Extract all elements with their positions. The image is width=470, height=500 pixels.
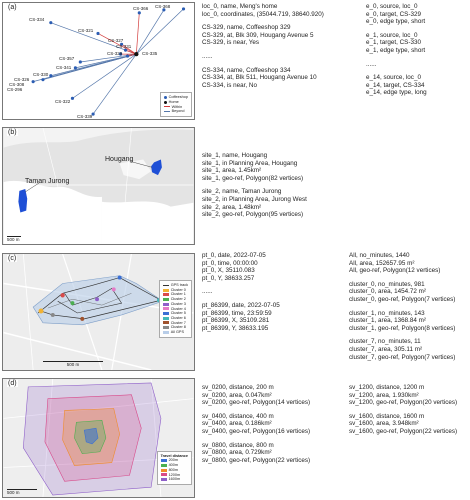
legend-swatch — [161, 459, 167, 462]
text-line: pt_0, date, 2022-07-05 — [202, 252, 266, 259]
scale-bar: 500 m — [7, 489, 37, 496]
text-line: e_1, source, loc_0 — [366, 31, 418, 39]
text-line: e_1, target, CS-330 — [366, 39, 421, 47]
text-line: e_14, target, CS-334 — [366, 81, 425, 89]
text-line: e_1, edge type, short — [366, 46, 426, 54]
text-line: cluster_1, area, 1368.84 m² — [349, 317, 427, 325]
panel-b-map — [2, 127, 195, 245]
text-line: CS-329, is near, Yes — [202, 39, 260, 47]
legend-swatch — [161, 473, 167, 476]
panel-d — [0, 376, 470, 500]
text-line: CS-334, is near, No — [202, 81, 257, 89]
text-line: sv_0800, area, 0.729km² — [202, 449, 272, 457]
panel-a-legend: Coffeeshop Home Within Beyond — [160, 92, 192, 117]
text-line: loc_0, coordinates, (35044.719, 38640.920) — [202, 10, 324, 18]
text-line: cluster_0, geo-ref, Polygon(7 vertices) — [349, 295, 456, 303]
text-line: sv_1200, distance, 1200 m — [349, 384, 425, 391]
point-label: CS-327 — [108, 38, 124, 43]
taman-jurong-label: Taman Jurong — [25, 178, 70, 185]
text-line: sv_1200, area, 1.930km² — [349, 391, 419, 399]
panel-c-label: (c) — [8, 255, 17, 262]
text-line: pt_86399, time, 23:59:59 — [202, 309, 272, 317]
scale-bar: 500 m — [7, 237, 20, 242]
text-line: sv_0800, distance, 800 m — [202, 441, 274, 449]
basemap — [3, 128, 194, 244]
text-line: cluster_1, no_minutes, 143 — [349, 309, 425, 317]
text-line: e_14, edge type, long — [366, 89, 427, 97]
text-line: pt_0, X, 35110.083 — [202, 267, 255, 275]
point-label: CS-330 — [33, 72, 49, 77]
text-line: cluster_0, area, 1454.72 m² — [349, 288, 427, 296]
text-line: e_0, target, CS-329 — [366, 10, 421, 18]
text-line: loc_0, name, Meng's home — [202, 3, 278, 10]
point-label: CS-357 — [59, 56, 75, 61]
text-line: site_1, geo-ref, Polygon(82 vertices) — [202, 174, 304, 182]
text-line: site_2, name, Taman Jurong — [202, 188, 282, 196]
point-label: CS-368 — [155, 4, 171, 9]
panel-a-map — [2, 2, 195, 120]
text-line: CS-334, at, Blk 511, Hougang Avenue 10 — [202, 74, 317, 82]
text-line: site_2, area, 1.48km² — [202, 203, 262, 211]
panel-d-text-right — [349, 384, 457, 436]
point-label: CS-308 — [9, 82, 25, 87]
text-line: All, geo-ref, Polygon(12 vertices) — [349, 267, 441, 275]
text-line: cluster_0, no_minutes, 981 — [349, 280, 425, 288]
scale-bar: 500 m — [43, 361, 103, 368]
panel-b-label: (b) — [8, 129, 17, 136]
point-label: CS-326 — [14, 77, 30, 82]
text-line: cluster_7, area, 305.11 m² — [349, 345, 423, 353]
text-line: site_1, in Planning Area, Hougang — [202, 159, 298, 167]
text-line: CS-329, at, Blk 309, Hougang Avenue 5 — [202, 31, 314, 39]
text-line: site_2, in Planning Area, Jurong West — [202, 195, 307, 203]
text-line: sv_0400, distance, 400 m — [202, 412, 274, 420]
point-label: CS-331 — [116, 44, 132, 49]
text-line: site_1, area, 1.45km² — [202, 167, 262, 175]
panel-c-text-left — [202, 252, 280, 332]
text-line: sv_1600, area, 3.948km² — [349, 420, 419, 428]
legend-swatch — [161, 469, 167, 472]
point-label: CS-334 — [29, 17, 45, 22]
text-line: CS-329, name, Coffeeshop 329 — [202, 24, 291, 32]
panel-c-text-right — [349, 252, 455, 361]
panel-a — [0, 0, 470, 122]
text-line: cluster_1, geo-ref, Polygon(8 vertices) — [349, 324, 456, 332]
text-line: site_2, geo-ref, Polygon(95 vertices) — [202, 211, 304, 219]
text-line: All, no_minutes, 1440 — [349, 252, 410, 259]
legend-swatch — [161, 478, 167, 481]
text-line: ...... — [366, 60, 377, 68]
panel-b-text — [202, 152, 307, 219]
point-label: CS-322 — [55, 99, 71, 104]
text-line: e_0, edge type, short — [366, 18, 426, 26]
text-line: sv_0200, distance, 200 m — [202, 384, 274, 391]
text-line: ...... — [202, 288, 213, 296]
text-line: sv_0400, area, 0.186km² — [202, 420, 272, 428]
panel-c-map — [2, 253, 195, 371]
text-line: pt_86399, date, 2022-07-05 — [202, 301, 280, 309]
text-line: pt_86399, Y, 38633.195 — [202, 324, 269, 332]
text-line: sv_1600, geo-ref, Polygon(22 vertices) — [349, 427, 458, 435]
panel-b — [0, 125, 470, 247]
legend-swatch — [161, 464, 167, 467]
point-label: CS-341 — [56, 65, 72, 70]
text-line: sv_0200, geo-ref, Polygon(14 vertices) — [202, 399, 311, 407]
text-line: sv_1200, geo-ref, Polygon(20 vertices) — [349, 399, 458, 407]
panel-d-map — [2, 378, 195, 498]
point-label: CS-339 — [77, 114, 93, 119]
text-line: site_1, name, Hougang — [202, 152, 268, 159]
point-label: CS-366 — [133, 6, 149, 11]
text-line: ...... — [202, 52, 213, 60]
panel-a-text-right — [366, 3, 427, 97]
panel-d-label: (d) — [8, 380, 17, 387]
text-line: pt_0, Y, 38633.257 — [202, 274, 255, 282]
point-label: CS-329 — [107, 51, 123, 56]
hougang-label: Hougang — [105, 156, 134, 163]
panel-d-text-left — [202, 384, 310, 464]
panel-a-text-left — [202, 3, 324, 89]
text-line: pt_86399, X, 35109.281 — [202, 317, 270, 325]
text-line: sv_0200, area, 0.047km² — [202, 391, 272, 399]
text-line: sv_0800, geo-ref, Polygon(22 vertices) — [202, 456, 311, 464]
point-label: CS-296 — [7, 87, 23, 92]
text-line: e_14, source, loc_0 — [366, 74, 421, 82]
text-line: e_0, source, loc_0 — [366, 3, 418, 10]
text-line: sv_0400, geo-ref, Polygon(16 vertices) — [202, 427, 311, 435]
text-line: sv_1600, distance, 1600 m — [349, 412, 425, 420]
text-line: pt_0, time, 00:00:00 — [202, 259, 258, 267]
point-label: CS-321 — [78, 28, 94, 33]
point-label: CS-335 — [142, 51, 158, 56]
text-line: CS-334, name, Coffeeshop 334 — [202, 66, 291, 74]
panel-c — [0, 251, 470, 373]
text-line: All, area, 152657.95 m² — [349, 259, 415, 267]
panel-c-legend: GPS track Cluster 0 Cluster 1 Cluster 2 Cluster 3 Cluster 4 Cluster 5 Cluster 6 Cluster 7 Cluster 8 All GPS — [159, 280, 192, 338]
text-line: cluster_7, no_minutes, 11 — [349, 338, 421, 346]
panel-a-label: (a) — [8, 4, 17, 11]
text-line: cluster_7, geo-ref, Polygon(7 vertices) — [349, 353, 456, 361]
panel-d-legend: Travel distance 200m 400m 800m 1200m 1600m — [157, 451, 192, 485]
